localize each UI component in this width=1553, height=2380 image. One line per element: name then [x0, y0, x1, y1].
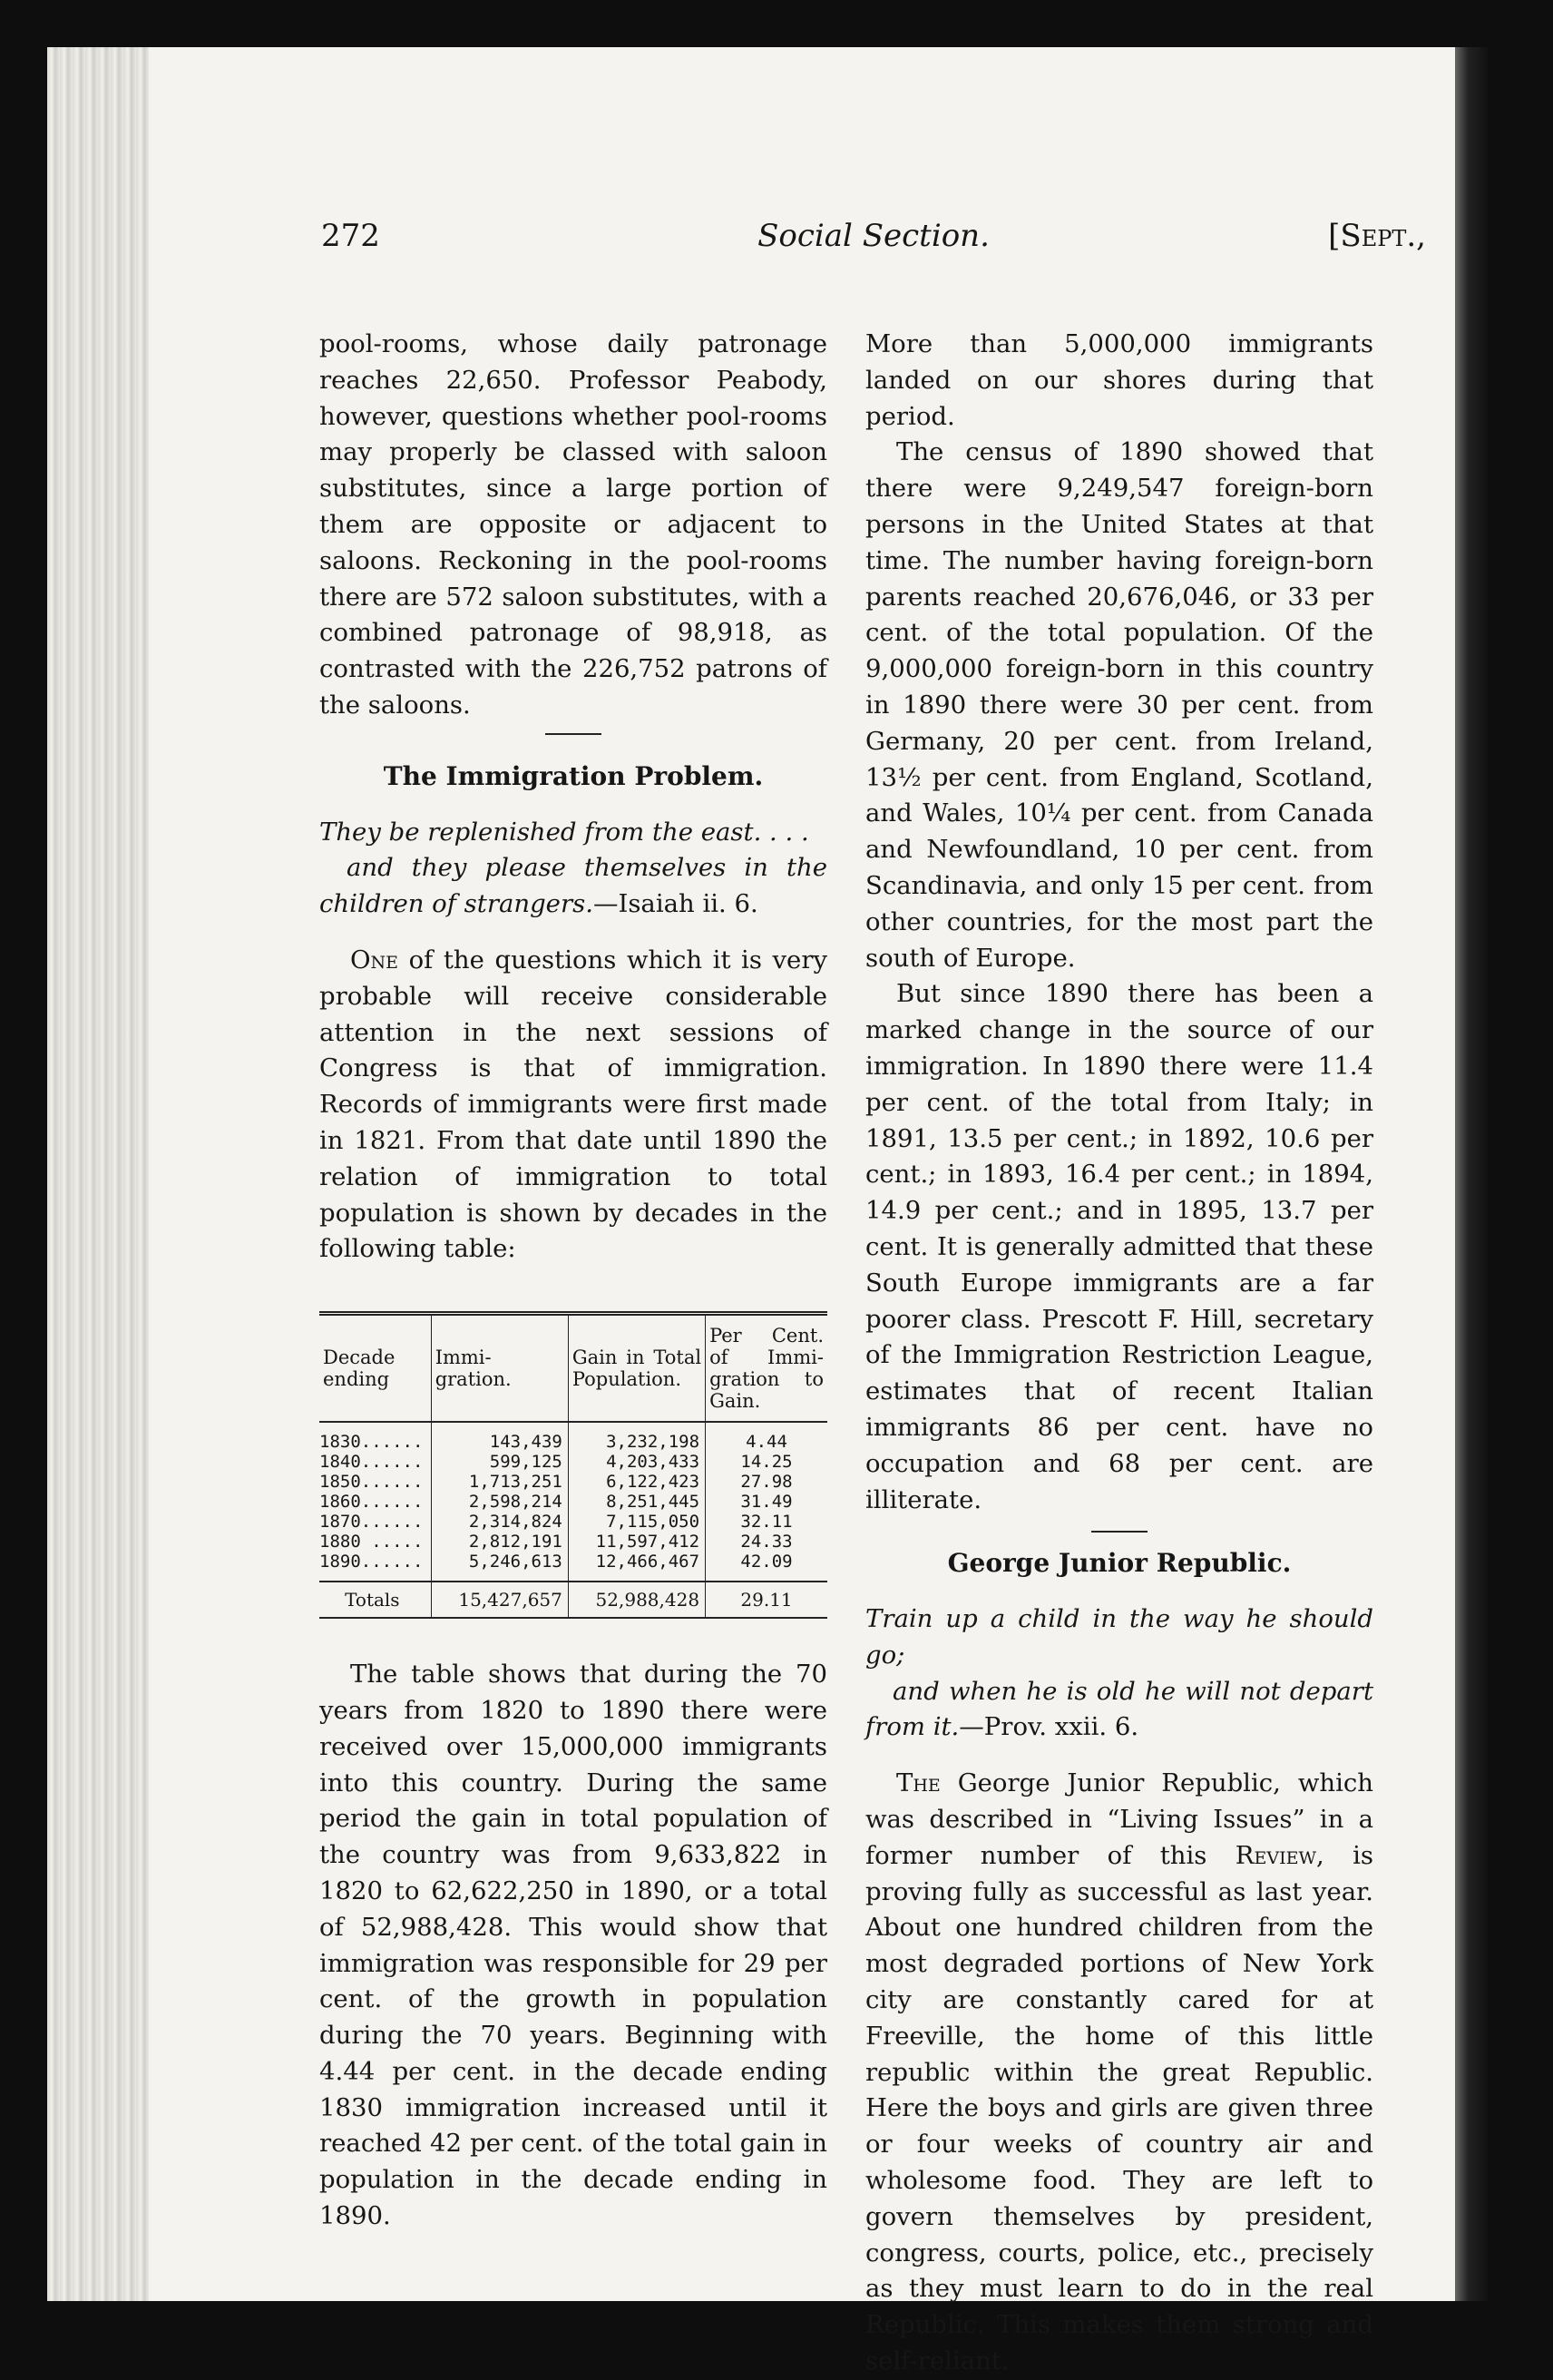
- page-number: 272: [321, 218, 380, 254]
- epigraph-line: They be replenished from the east. . . .: [319, 817, 809, 847]
- cell-gain: 4,203,433: [568, 1452, 705, 1472]
- section-divider: [1091, 1531, 1148, 1533]
- cell-gain: 8,251,445: [568, 1492, 705, 1512]
- cell-decade: 1870......: [319, 1512, 424, 1533]
- cell-totals-immigration: 15,427,657: [431, 1582, 568, 1618]
- cell-immigration: 5,246,613: [431, 1552, 568, 1582]
- table-totals-row: [319, 1582, 827, 1618]
- paragraph-text: of the questions which it is very probable will receive considerable attention in the next sessions of Congress is that of immigration. Records of immigrants were first made in 1821. From that date until 1890 the relation of immigration to total population is shown by decades in the following table:: [319, 945, 827, 1264]
- cell-decade: 1880 .....: [319, 1532, 424, 1552]
- table-row: [319, 1422, 827, 1452]
- epigraph-reference: —Isaiah ii. 6.: [592, 889, 758, 919]
- republic-paragraph: [865, 1766, 1373, 2380]
- cell-totals-gain: 52,988,428: [568, 1582, 705, 1618]
- header-immigration: Immi-gration.: [431, 1314, 568, 1423]
- immigration-analysis-paragraph: The table shows that during the 70 years from 1820 to 1890 there were received over 15,000,000 immigrants into this country. During the same period the gain in total population of the country was from 9,633,822 in 1820 to 62,622,250 in 1890, or a total of 52,988,428. This would show that immigration was responsible for 29 per cent. of the growth in population during the 70 years. Beginning with 4.44 per cent. in the decade ending 1830 immigration increased until it reached 42 per cent. of the total gain in population in the decade ending in 1890.: [319, 1660, 827, 2231]
- immigration-epigraph: [319, 815, 827, 923]
- cell-immigration: 2,314,824: [431, 1512, 568, 1532]
- cell-decade: 1850......: [319, 1472, 424, 1493]
- republic-epigraph: [865, 1601, 1373, 1746]
- continuation-paragraph: More than 5,000,000 immigrants landed on our shores during that period.: [865, 329, 1373, 431]
- cell-totals-label: Totals: [319, 1582, 431, 1618]
- cell-decade: 1890......: [319, 1552, 424, 1572]
- left-column: [319, 327, 827, 2235]
- right-column: [865, 327, 1373, 2380]
- epigraph-line: and they please themselves in the children of strangers.: [319, 853, 827, 919]
- section-divider: [545, 733, 601, 735]
- epigraph-line: and when he is old he will not depart from it.: [865, 1676, 1373, 1742]
- cell-immigration: 2,598,214: [431, 1492, 568, 1512]
- intro-paragraph: pool-rooms, whose daily patronage reaches 22,650. Professor Peabody, however, questions whether pool-rooms may properly be classed with saloon substitutes, since a large portion of them are opposite or adjacent to saloons. Reckoning in the pool-rooms there are 572 saloon substitutes, with a combined patronage of 98,918, as contrasted with the 226,752 patrons of the saloons.: [319, 329, 827, 720]
- cell-decade: 1830......: [319, 1432, 424, 1453]
- binding-gutter: [47, 47, 149, 2301]
- immigration-heading: The Immigration Problem.: [383, 760, 764, 791]
- header-percent: Per Cent. of Immi-gration to Gain.: [706, 1314, 827, 1423]
- table-row: [319, 1452, 827, 1472]
- census-paragraph: The census of 1890 showed that there were 9,249,547 foreign-born persons in the United States at that time. The number having foreign-born parents reached 20,676,046, or 33 per cent. of the total population. Of the 9,000,000 foreign-born in this country in 1890 there were 30 per cent. from Germany, 20 per cent. from Ireland, 13½ per cent. from England, Scotland, and Wales, 10¼ per cent. from Canada and Newfoundland, 10 per cent. from Scandinavia, and only 15 per cent. from other countries, for the most part the south of Europe.: [865, 437, 1373, 973]
- cell-percent: 24.33: [706, 1532, 827, 1552]
- review-title: Review: [1235, 1840, 1316, 1870]
- cell-gain: 6,122,423: [568, 1472, 705, 1492]
- lead-word: One: [350, 945, 399, 975]
- table-row: [319, 1532, 827, 1552]
- table-row: [319, 1492, 827, 1512]
- cell-gain: 11,597,412: [568, 1532, 705, 1552]
- book-page: [47, 47, 1488, 2376]
- cell-decade: 1840......: [319, 1452, 424, 1473]
- cell-gain: 3,232,198: [568, 1422, 705, 1452]
- cell-percent: 27.98: [706, 1472, 827, 1492]
- table-row: [319, 1552, 827, 1582]
- table-row: [319, 1472, 827, 1492]
- cell-percent: 31.49: [706, 1492, 827, 1512]
- cell-gain: 12,466,467: [568, 1552, 705, 1582]
- immigration-table: [319, 1311, 827, 1619]
- lead-word: The: [896, 1768, 941, 1798]
- cell-decade: 1860......: [319, 1492, 424, 1513]
- paragraph-text: George Junior Republic, which was described in “Living Issues” in a former number of this: [865, 1768, 1373, 1870]
- cell-immigration: 143,439: [431, 1422, 568, 1452]
- cell-percent: 14.25: [706, 1452, 827, 1472]
- header-gain: Gain in Total Population.: [568, 1314, 705, 1423]
- cell-immigration: 1,713,251: [431, 1472, 568, 1492]
- cell-immigration: 2,812,191: [431, 1532, 568, 1552]
- source-change-paragraph: But since 1890 there has been a marked change in the source of our immigration. In 1890 there were 11.4 per cent. of the total from Italy; in 1891, 13.5 per cent.; in 1892, 10.6 per cent.; in 1893, 16.4 per cent.; in 1894, 14.9 per cent.; and in 1895, 13.7 per cent. It is generally admitted that these South Europe immigrants are a far poorer class. Prescott F. Hill, secretary of the Immigration Restriction League, estimates that of recent Italian immigrants 86 per cent. have no occupation and 68 per cent. are illiterate.: [865, 979, 1373, 1514]
- cell-percent: 42.09: [706, 1552, 827, 1582]
- immigration-paragraph: [319, 943, 827, 1268]
- table-row: [319, 1512, 827, 1532]
- epigraph-line: Train up a child in the way he should go;: [865, 1604, 1373, 1670]
- cell-immigration: 599,125: [431, 1452, 568, 1472]
- cell-percent: 32.11: [706, 1512, 827, 1532]
- page-header: [321, 218, 1426, 269]
- epigraph-reference: —Prov. xxii. 6.: [959, 1712, 1139, 1742]
- cell-percent: 4.44: [706, 1422, 827, 1452]
- running-title: Social Section.: [757, 218, 990, 254]
- section-mark: [Sept.,: [1328, 218, 1426, 254]
- republic-heading: George Junior Republic.: [947, 1548, 1292, 1579]
- next-page-edge: [1455, 47, 1488, 2301]
- cell-totals-percent: 29.11: [706, 1582, 827, 1618]
- table-header-row: [319, 1314, 827, 1423]
- header-decade: Decade ending: [319, 1314, 431, 1423]
- paragraph-text: , is proving fully as successful as last year. About one hundred children from the most degraded portions of New York city are constantly cared for at Freeville, the home of this little republic within the great Republic. Here the boys and girls are given three or four weeks of country air and wholesome food. They are left to govern themselves by president, congress, courts, police, etc., precisely as they must learn to do in the real Republic. This makes them strong and self-reliant.: [865, 1840, 1373, 2376]
- cell-gain: 7,115,050: [568, 1512, 705, 1532]
